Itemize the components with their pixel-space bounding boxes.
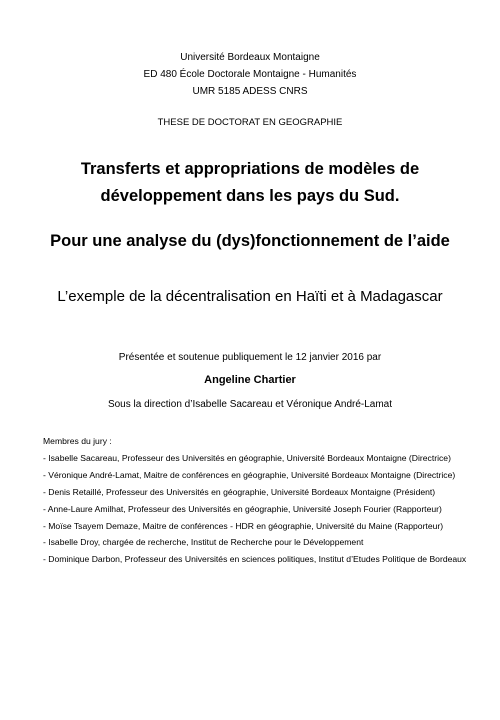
author-name: Angeline Chartier [204,374,296,386]
jury-section [43,433,493,568]
thesis-title-line-2: développement dans les pays du Sud. [100,187,400,205]
jury-member: - Anne-Laure Amilhat, Professeur des Universités en géographie, Université Joseph Fourier (Rapporteur) [43,503,442,514]
defense-statement: Présentée et soutenue publiquement le 12 janvier 2016 par [118,352,382,363]
doctoral-school: ED 480 École Doctorale Montaigne - Humanités [143,69,357,80]
institution-header [0,49,500,100]
thesis-title-line-1: Transferts et appropriations de modèles de [80,160,420,178]
supervision-statement: Sous la direction d’Isabelle Sacareau et Véronique André-Lamat [107,399,393,410]
research-unit: UMR 5185 ADESS CNRS [192,86,308,97]
jury-list [43,450,493,568]
thesis-type: THESE DE DOCTORAT EN GEOGRAPHIE [157,117,343,128]
jury-member: - Isabelle Droy, chargée de recherche, Institut de Recherche pour le Développement [43,537,364,548]
thesis-title [0,156,500,210]
jury-member: - Véronique André-Lamat, Maitre de conférences en géographie, Université Bordeaux Montaigne (Directrice) [43,469,456,480]
university-name: Université Bordeaux Montaigne [180,52,320,63]
jury-member: - Moïse Tsayem Demaze, Maitre de conférences - HDR en géographie, Université du Maine (Rapporteur) [43,520,444,531]
jury-member: - Dominique Darbon, Professeur des Universités en sciences politiques, Institut d’Etudes Politique de Bordeaux [43,554,467,565]
jury-title: Membres du jury : [43,436,112,446]
jury-member: - Isabelle Sacareau, Professeur des Universités en géographie, Université Bordeaux Montaigne (Directrice) [43,452,451,463]
thesis-case-study: L’exemple de la décentralisation en Haïti et à Madagascar [57,288,443,305]
jury-member: - Denis Retaillé, Professeur des Universités en géographie, Université Bordeaux Montaigne (Président) [43,486,436,497]
thesis-subtitle: Pour une analyse du (dys)fonctionnement de l’aide [50,232,450,250]
